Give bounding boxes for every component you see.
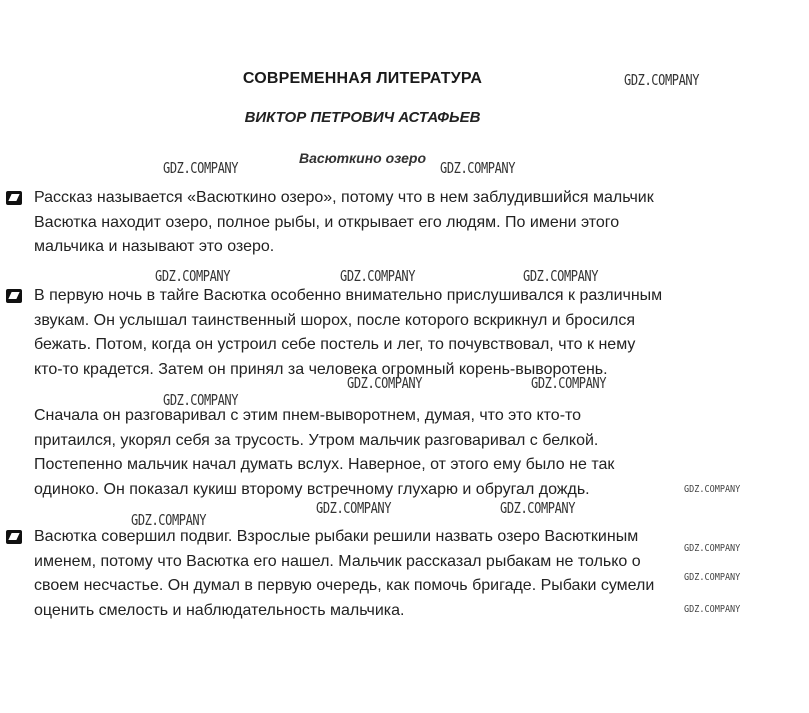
watermark: GDZ.COMPANY bbox=[531, 374, 607, 392]
answer-marker-icon bbox=[6, 289, 22, 303]
answer-marker-icon bbox=[6, 530, 22, 544]
paragraph-line: Рассказ называется «Васюткино озеро», потому что в нем заблудившийся мальчик bbox=[34, 189, 654, 206]
paragraph-line: притаился, укорял себя за трусость. Утром мальчик разговаривал с белкой. bbox=[34, 431, 599, 449]
watermark: GDZ.COMPANY bbox=[624, 71, 700, 89]
paragraph-line: одиноко. Он показал кукиш второму встречному глухарю и обругал дождь. bbox=[34, 480, 590, 498]
answer-paragraph-4 bbox=[34, 525, 754, 623]
paragraph-line: мальчика и называют это озеро. bbox=[34, 238, 275, 255]
watermark-small: GDZ.COMPANY bbox=[684, 543, 741, 554]
watermark: GDZ.COMPANY bbox=[500, 499, 576, 517]
watermark: GDZ.COMPANY bbox=[131, 511, 207, 529]
paragraph-line: кто-то крадется. Затем он принял за человека огромный корень-выворотень. bbox=[34, 360, 608, 378]
watermark: GDZ.COMPANY bbox=[440, 159, 516, 177]
paragraph-line: бежать. Потом, когда он устроил себе постель и лег, то почувствовал, что к нему bbox=[34, 336, 636, 353]
watermark: GDZ.COMPANY bbox=[523, 267, 599, 285]
watermark-small: GDZ.COMPANY bbox=[684, 572, 741, 583]
author-name: ВИКТОР ПЕТРОВИЧ АСТАФЬЕВ bbox=[244, 109, 481, 126]
paragraph-line: Постепенно мальчик начал думать вслух. Наверное, от этого ему было не так bbox=[34, 456, 615, 473]
paragraph-line: оценить смелость и наблюдательность мальчика. bbox=[34, 601, 405, 619]
answer-paragraph-1 bbox=[34, 186, 754, 260]
watermark: GDZ.COMPANY bbox=[347, 374, 423, 392]
watermark: GDZ.COMPANY bbox=[155, 267, 231, 285]
paragraph-line: Сначала он разговаривал с этим пнем-выворотнем, думая, что это кто-то bbox=[34, 407, 582, 424]
work-title: Васюткино озеро bbox=[299, 150, 426, 166]
answer-paragraph-3 bbox=[34, 404, 754, 502]
watermark: GDZ.COMPANY bbox=[340, 267, 416, 285]
watermark-small: GDZ.COMPANY bbox=[684, 484, 741, 495]
paragraph-line: В первую ночь в тайге Васютка особенно внимательно прислушивался к различным bbox=[34, 287, 663, 304]
answer-paragraph-2 bbox=[34, 284, 754, 382]
paragraph-line: звукам. Он услышал таинственный шорох, после которого вскрикнул и бросился bbox=[34, 311, 636, 329]
watermark: GDZ.COMPANY bbox=[316, 499, 392, 517]
paragraph-line: Васютка совершил подвиг. Взрослые рыбаки решили назвать озеро Васюткиным bbox=[34, 528, 639, 545]
watermark: GDZ.COMPANY bbox=[163, 159, 239, 177]
paragraph-line: своем несчастье. Он думал в первую очередь, как помочь бригаде. Рыбаки сумели bbox=[34, 577, 655, 594]
section-title: СОВРЕМЕННАЯ ЛИТЕРАТУРА bbox=[242, 70, 483, 87]
paragraph-line: Васютка находит озеро, полное рыбы, и открывает его людям. По имени этого bbox=[34, 213, 620, 231]
watermark-small: GDZ.COMPANY bbox=[684, 604, 741, 615]
watermark: GDZ.COMPANY bbox=[163, 391, 239, 409]
answer-marker-icon bbox=[6, 191, 22, 205]
paragraph-line: именем, потому что Васютка его нашел. Мальчик рассказал рыбакам не только о bbox=[34, 552, 641, 570]
